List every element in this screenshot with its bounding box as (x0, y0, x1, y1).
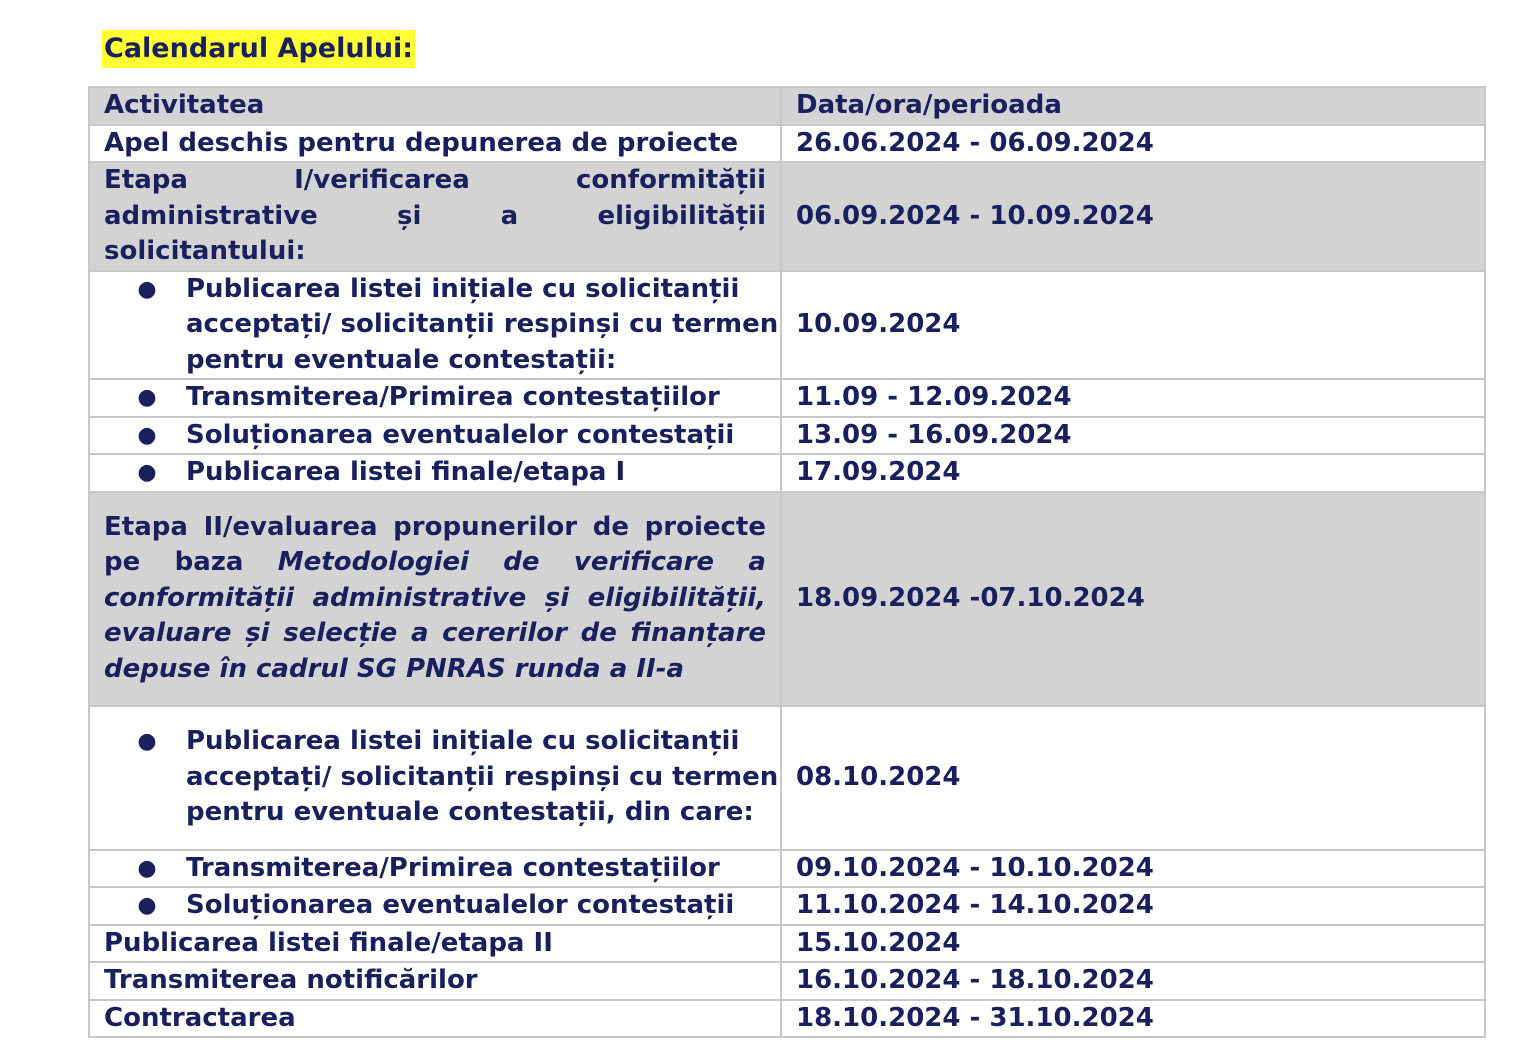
table-row (89, 125, 1485, 163)
bullet-icon: ● (137, 385, 157, 410)
activity-cell: Etapa I/verificarea conformității administrative și a eligibilității solicitantului: (89, 162, 781, 271)
header-date: Data/ora/perioada (781, 87, 1485, 125)
date-cell: 17.09.2024 (781, 454, 1485, 492)
activity-text: Soluționarea eventualelor contestații (186, 890, 735, 920)
activity-cell (89, 271, 781, 380)
bullet-icon: ● (137, 855, 157, 881)
activity-cell (89, 850, 781, 888)
bullet-icon: ● (137, 422, 157, 448)
date-cell: 06.09.2024 - 10.09.2024 (781, 162, 1485, 271)
activity-text: Publicarea listei finale/etapa I (186, 457, 626, 487)
date-cell: 09.10.2024 - 10.10.2024 (781, 850, 1485, 888)
table-row (89, 962, 1485, 1000)
activity-text: Publicarea listei inițiale cu solicitanții acceptați/ solicitanții respinși cu termen pentru eventuale contestații, din care: (186, 726, 779, 828)
table-row (89, 379, 1485, 417)
table-row (89, 417, 1485, 455)
bullet-icon: ● (137, 276, 157, 302)
table-row (89, 925, 1485, 963)
table-row (89, 1000, 1485, 1038)
activity-text: Transmiterea/Primirea contestațiilor (186, 382, 720, 412)
table-header-row (89, 87, 1485, 125)
activity-cell (89, 706, 781, 850)
table-row (89, 887, 1485, 925)
activity-text: Transmiterea/Primirea contestațiilor (186, 852, 720, 883)
activity-cell (89, 492, 781, 706)
date-cell: 18.09.2024 -07.10.2024 (781, 492, 1485, 706)
table-row (89, 271, 1485, 380)
date-cell: 16.10.2024 - 18.10.2024 (781, 962, 1485, 1000)
activity-text-plain: Etapa II/evaluarea propunerilor de proiecte pe baza (104, 511, 766, 578)
activity-cell (89, 454, 781, 492)
date-cell: 08.10.2024 (781, 706, 1485, 850)
table-row (89, 454, 1485, 492)
activity-cell: Transmiterea notificărilor (89, 962, 781, 1000)
header-activity: Activitatea (89, 87, 781, 125)
activity-cell: Apel deschis pentru depunerea de proiecte (89, 125, 781, 163)
activity-cell (89, 887, 781, 925)
activity-cell: Publicarea listei finale/etapa II (89, 925, 781, 963)
date-cell: 11.10.2024 - 14.10.2024 (781, 887, 1485, 925)
bullet-icon: ● (137, 729, 157, 755)
table-row (89, 706, 1485, 850)
activity-cell (89, 379, 781, 417)
activity-text: Soluționarea eventualelor contestații (186, 419, 735, 450)
activity-cell (89, 417, 781, 455)
call-calendar-table (88, 86, 1486, 1038)
table-row (89, 850, 1485, 888)
bullet-icon: ● (137, 893, 157, 918)
date-cell: 11.09 - 12.09.2024 (781, 379, 1485, 417)
table-row (89, 162, 1485, 271)
date-cell: 10.09.2024 (781, 271, 1485, 380)
bullet-icon: ● (137, 460, 157, 485)
activity-cell: Contractarea (89, 1000, 781, 1038)
date-cell: 15.10.2024 (781, 925, 1485, 963)
date-cell: 26.06.2024 - 06.09.2024 (781, 125, 1485, 163)
table-row (89, 492, 1485, 706)
activity-text-italic: Metodologiei de verificare a conformității administrative și eligibilității, evaluare și selecție a cererilor de finanțare depuse în cadrul SG PNRAS runda a II-a (104, 547, 766, 684)
date-cell: 13.09 - 16.09.2024 (781, 417, 1485, 455)
activity-text: Publicarea listei inițiale cu solicitanții acceptați/ solicitanții respinși cu termen pentru eventuale contestații: (186, 273, 779, 375)
page-title: Calendarul Apelului: (102, 30, 415, 68)
date-cell: 18.10.2024 - 31.10.2024 (781, 1000, 1485, 1038)
